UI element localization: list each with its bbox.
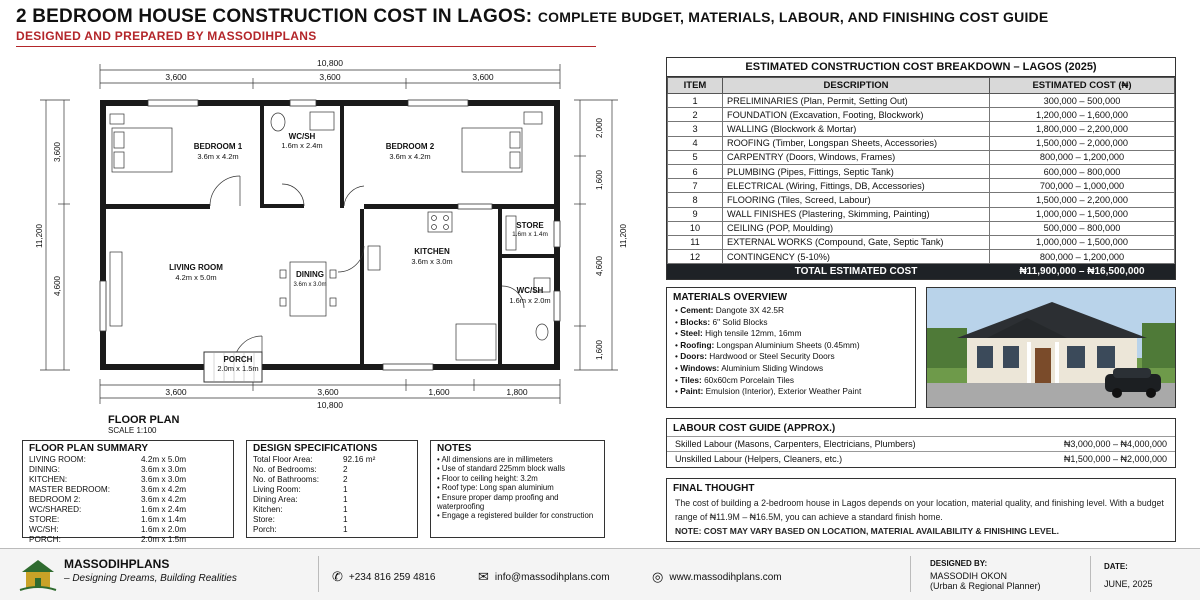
spec-row	[247, 455, 417, 465]
summary-key: STORE:	[29, 515, 60, 524]
cost-description: CARPENTRY (Doors, Windows, Frames)	[723, 150, 990, 164]
summary-value: 3.6m x 4.2m	[141, 485, 187, 494]
website-url: www.massodihplans.com	[669, 571, 782, 583]
phone-icon: ✆	[332, 569, 343, 584]
email-address: info@massodihplans.com	[494, 571, 610, 583]
designer-name: MASSODIH OKON	[930, 571, 1008, 581]
spec-key: No. of Bedrooms:	[253, 465, 317, 474]
cost-row	[668, 122, 1175, 136]
room-living-name: LIVING ROOM	[169, 263, 223, 272]
summary-value: 4.2m x 5.0m	[141, 455, 187, 464]
dim-top-2: 3,600	[319, 72, 341, 82]
cost-row	[668, 150, 1175, 164]
spec-key: Porch:	[253, 525, 277, 534]
cost-value: 1,500,000 – 2,200,000	[990, 193, 1175, 207]
dim-top-3: 3,600	[472, 72, 494, 82]
material-value: 60x60cm Porcelain Tiles	[704, 374, 794, 385]
summary-row	[23, 535, 233, 545]
summary-value: 3.6m x 3.0m	[141, 465, 187, 474]
total-value: ₦11,900,000 – ₦16,500,000	[990, 264, 1175, 279]
summary-value: 1.6m x 1.4m	[141, 515, 187, 524]
room-bedroom2-name: BEDROOM 2	[385, 142, 435, 151]
summary-key: LIVING ROOM:	[29, 455, 86, 464]
room-wcsh2-size: 1.6m x 2.0m	[509, 296, 551, 305]
cost-item: 8	[668, 193, 723, 207]
cost-value: 700,000 – 1,000,000	[990, 179, 1175, 193]
labour-cost: ₦1,500,000 – ₦2,000,000	[1063, 454, 1167, 464]
logo-icon	[18, 556, 58, 592]
cost-item: 9	[668, 207, 723, 221]
date-block	[1104, 562, 1153, 589]
notes-box	[430, 440, 605, 538]
room-kitchen-size: 3.6m x 3.0m	[411, 257, 453, 266]
designer-role: (Urban & Regional Planner)	[930, 581, 1041, 591]
dim-right-2: 1,600	[595, 169, 604, 191]
material-key: Steel:	[680, 328, 703, 339]
floor-plan	[28, 56, 628, 412]
material-item: • Steel: High tensile 12mm, 16mm	[675, 328, 802, 339]
labour-row	[667, 436, 1175, 451]
spec-row	[247, 485, 417, 495]
summary-row	[23, 465, 233, 475]
room-store-name: STORE	[516, 221, 544, 230]
cost-value: 1,000,000 – 1,500,000	[990, 235, 1175, 249]
dim-right-3: 4,600	[595, 255, 604, 277]
footer-website[interactable]	[652, 569, 782, 585]
cost-item: 5	[668, 150, 723, 164]
designed-by-line: DESIGNED AND PREPARED BY MASSODIHPLANS	[16, 29, 317, 43]
note-item: • Ensure proper damp proofing and waterproofing	[437, 493, 598, 512]
summary-row	[23, 525, 233, 535]
room-dining-name: DINING	[296, 270, 324, 279]
room-living-size: 4.2m x 5.0m	[175, 273, 217, 282]
summary-row	[23, 485, 233, 495]
cost-table	[667, 77, 1175, 279]
date-label: DATE:	[1104, 562, 1128, 571]
cost-item: 6	[668, 164, 723, 178]
cost-item: 11	[668, 235, 723, 249]
material-value: High tensile 12mm, 16mm	[705, 328, 802, 339]
cost-description: PRELIMINARIES (Plan, Permit, Setting Out)	[723, 94, 990, 108]
dim-right-total: 11,200	[619, 224, 628, 248]
cost-row	[668, 207, 1175, 221]
note-item: • Use of standard 225mm block walls	[437, 464, 598, 473]
title-underline	[16, 46, 596, 47]
summary-row	[23, 505, 233, 515]
room-bedroom2-size: 3.6m x 4.2m	[389, 152, 431, 161]
dim-top-1: 3,600	[165, 72, 187, 82]
total-label: TOTAL ESTIMATED COST	[723, 264, 990, 279]
summary-row	[23, 495, 233, 505]
material-key: Paint:	[680, 386, 704, 397]
cost-item: 1	[668, 94, 723, 108]
material-item: • Tiles: 60x60cm Porcelain Tiles	[675, 374, 794, 385]
cost-description: ROOFING (Timber, Longspan Sheets, Accessories)	[723, 136, 990, 150]
spec-value: 1	[343, 485, 348, 494]
footer-divider	[910, 556, 911, 592]
summary-row	[23, 515, 233, 525]
spec-value: 1	[343, 505, 348, 514]
cost-value: 600,000 – 800,000	[990, 164, 1175, 178]
spec-key: No. of Bathrooms:	[253, 475, 319, 484]
dim-top-total: 10,800	[317, 58, 343, 68]
spec-key: Kitchen:	[253, 505, 283, 514]
title-sub: COMPLETE BUDGET, MATERIALS, LABOUR, AND FINISHING COST GUIDE	[537, 9, 1049, 25]
spec-value: 1	[343, 495, 348, 504]
cost-value: 300,000 – 500,000	[990, 94, 1175, 108]
phone-number: +234 816 259 4816	[348, 571, 436, 583]
spec-value: 1	[343, 525, 348, 534]
note-item: • Engage a registered builder for construction	[437, 511, 598, 520]
summary-title: FLOOR PLAN SUMMARY	[29, 443, 149, 454]
cost-value: 1,200,000 – 1,600,000	[990, 108, 1175, 122]
labour-cost: ₦3,000,000 – ₦4,000,000	[1063, 439, 1167, 449]
total-row	[668, 264, 1175, 279]
room-porch-name: PORCH	[223, 355, 253, 364]
designed-by-label: DESIGNED BY:	[930, 559, 988, 568]
specs-title: DESIGN SPECIFICATIONS	[253, 443, 378, 454]
page-title	[16, 6, 1048, 28]
labour-type: Unskilled Labour (Helpers, Cleaners, etc.)	[675, 454, 843, 464]
cost-title: ESTIMATED CONSTRUCTION COST BREAKDOWN – LAGOS (2025)	[667, 58, 1175, 77]
cost-item: 3	[668, 122, 723, 136]
summary-key: BEDROOM 2:	[29, 495, 81, 504]
notes-title: NOTES	[437, 443, 472, 454]
spec-row	[247, 525, 417, 535]
dim-right-1: 2,000	[595, 117, 604, 139]
spec-row	[247, 475, 417, 485]
date-value: JUNE, 2025	[1104, 579, 1153, 589]
cost-item: 4	[668, 136, 723, 150]
note-item: • All dimensions are in millimeters	[437, 455, 598, 464]
room-porch-size: 2.0m x 1.5m	[217, 364, 259, 373]
mail-icon: ✉	[478, 569, 489, 584]
material-key: Roofing:	[680, 339, 715, 350]
material-item: • Doors: Hardwood or Steel Security Doors	[675, 351, 835, 362]
labour-type: Skilled Labour (Masons, Carpenters, Electricians, Plumbers)	[675, 439, 916, 449]
final-title: FINAL THOUGHT	[673, 483, 755, 494]
labour-row	[667, 451, 1175, 466]
material-key: Tiles:	[680, 374, 702, 385]
floor-plan-summary	[22, 440, 234, 544]
dim-bottom-2: 3,600	[317, 387, 339, 397]
spec-key: Living Room:	[253, 485, 301, 494]
footer-email[interactable]	[478, 569, 610, 585]
cost-description: EXTERNAL WORKS (Compound, Gate, Septic Tank)	[723, 235, 990, 249]
material-value: 6" Solid Blocks	[712, 316, 768, 327]
material-item: • Cement: Dangote 3X 42.5R	[675, 305, 785, 315]
spec-key: Store:	[253, 515, 275, 524]
cost-description: FLOORING (Tiles, Screed, Labour)	[723, 193, 990, 207]
summary-key: PORCH:	[29, 535, 61, 544]
spec-row	[247, 495, 417, 505]
cost-description: WALLING (Blockwork & Mortar)	[723, 122, 990, 136]
summary-key: WC/SH:	[29, 525, 59, 534]
cost-value: 800,000 – 1,200,000	[990, 150, 1175, 164]
cost-value: 1,800,000 – 2,200,000	[990, 122, 1175, 136]
summary-key: DINING:	[29, 465, 60, 474]
spec-value: 92.16 m²	[343, 455, 376, 464]
dim-bottom-4: 1,800	[506, 387, 528, 397]
summary-value: 3.6m x 4.2m	[141, 495, 187, 504]
material-key: Cement:	[680, 305, 714, 315]
design-specifications	[246, 440, 418, 538]
material-item: • Paint: Emulsion (Interior), Exterior Weather Paint	[675, 386, 862, 397]
material-key: Doors:	[680, 351, 707, 362]
materials-overview	[666, 287, 916, 408]
summary-key: KITCHEN:	[29, 475, 68, 484]
room-bedroom1-size: 3.6m x 4.2m	[197, 152, 239, 161]
final-text: The cost of building a 2-bedroom house in Lagos depends on your location, material quality, and finishing level. With a budget range of ₦11.9M – ₦16.5M, you can achieve a standard finish home.	[675, 498, 1164, 522]
cost-row	[668, 250, 1175, 264]
summary-key: MASTER BEDROOM:	[29, 485, 110, 494]
designed-by-block	[930, 559, 1041, 591]
spec-value: 2	[343, 465, 348, 474]
spec-value: 2	[343, 475, 348, 484]
cost-description: CEILING (POP, Moulding)	[723, 221, 990, 235]
cost-item: 12	[668, 250, 723, 264]
spec-key: Dining Area:	[253, 495, 298, 504]
floor-plan-scale: SCALE 1:100	[108, 426, 157, 435]
cost-value: 800,000 – 1,200,000	[990, 250, 1175, 264]
material-value: Emulsion (Interior), Exterior Weather Paint	[705, 386, 862, 397]
material-item: • Blocks: 6" Solid Blocks	[675, 316, 768, 327]
dim-bottom-3: 1,600	[428, 387, 450, 397]
material-key: Blocks:	[680, 316, 711, 327]
spec-value: 1	[343, 515, 348, 524]
cost-description: PLUMBING (Pipes, Fittings, Septic Tank)	[723, 164, 990, 178]
cost-row	[668, 108, 1175, 122]
note-item: • Floor to ceiling height: 3.2m	[437, 474, 598, 483]
summary-value: 1.6m x 2.4m	[141, 505, 187, 514]
summary-key: WC/SHARED:	[29, 505, 82, 514]
room-store-size: 1.6m x 1.4m	[512, 231, 548, 238]
dim-right-4: 1,600	[595, 339, 604, 361]
summary-row	[23, 455, 233, 465]
cost-item: 2	[668, 108, 723, 122]
dim-bottom-1: 3,600	[165, 387, 187, 397]
cost-row	[668, 221, 1175, 235]
col-item: ITEM	[668, 78, 723, 94]
cost-value: 500,000 – 800,000	[990, 221, 1175, 235]
cost-row	[668, 179, 1175, 193]
spec-row	[247, 505, 417, 515]
final-thought	[666, 478, 1176, 542]
material-value: Longspan Aluminium Sheets (0.45mm)	[716, 339, 860, 350]
material-value: Aluminium Sliding Windows	[721, 362, 824, 373]
cost-row	[668, 235, 1175, 249]
room-wcsh2-name: WC/SH	[516, 286, 544, 295]
room-bedroom1-name: BEDROOM 1	[193, 142, 243, 151]
note-item: • Roof type: Long span aluminium	[437, 483, 598, 492]
house-rendering-image	[926, 287, 1176, 408]
footer-divider	[1090, 556, 1091, 592]
room-dining-size: 3.6m x 3.0m	[293, 282, 327, 288]
footer-phone[interactable]	[332, 569, 435, 585]
cost-description: ELECTRICAL (Wiring, Fittings, DB, Accessories)	[723, 179, 990, 193]
dim-left-total: 11,200	[35, 224, 44, 248]
footer-brand: MASSODIHPLANS	[64, 557, 170, 571]
materials-title: MATERIALS OVERVIEW	[673, 292, 788, 303]
material-item: • Windows: Aluminium Sliding Windows	[675, 362, 824, 373]
title-main: 2 BEDROOM HOUSE CONSTRUCTION COST IN LAGOS:	[16, 6, 533, 27]
cost-description: FOUNDATION (Excavation, Footing, Blockwork)	[723, 108, 990, 122]
cost-row	[668, 94, 1175, 108]
summary-value: 2.0m x 1.5m	[141, 535, 187, 544]
final-note: NOTE: COST MAY VARY BASED ON LOCATION, MATERIAL AVAILABILITY & FINISHING LEVEL.	[675, 526, 1059, 536]
room-wcsh1-name: WC/SH	[288, 132, 316, 141]
footer-divider	[318, 556, 319, 592]
cost-value: 1,500,000 – 2,000,000	[990, 136, 1175, 150]
cost-breakdown	[666, 57, 1176, 280]
cost-item: 7	[668, 179, 723, 193]
floor-plan-label: FLOOR PLAN	[108, 414, 180, 426]
material-value: Hardwood or Steel Security Doors	[709, 351, 835, 362]
material-item: • Roofing: Longspan Aluminium Sheets (0.45mm)	[675, 339, 860, 350]
spec-key: Total Floor Area:	[253, 455, 313, 464]
room-kitchen-name: KITCHEN	[414, 247, 450, 256]
cost-row	[668, 164, 1175, 178]
globe-icon: ◎	[652, 569, 664, 584]
dim-bottom-total: 10,800	[317, 400, 343, 410]
cost-description: CONTINGENCY (5-10%)	[723, 250, 990, 264]
col-cost: ESTIMATED COST (₦)	[990, 78, 1175, 94]
spec-row	[247, 515, 417, 525]
summary-row	[23, 475, 233, 485]
cost-row	[668, 136, 1175, 150]
labour-cost-guide	[666, 418, 1176, 468]
dim-left-1: 3,600	[53, 141, 62, 163]
spec-row	[247, 465, 417, 475]
cost-row	[668, 193, 1175, 207]
col-description: DESCRIPTION	[723, 78, 990, 94]
cost-item: 10	[668, 221, 723, 235]
dim-left-2: 4,600	[53, 275, 62, 297]
cost-value: 1,000,000 – 1,500,000	[990, 207, 1175, 221]
summary-value: 3.6m x 3.0m	[141, 475, 187, 484]
footer-tagline: – Designing Dreams, Building Realities	[64, 573, 237, 584]
room-wcsh1-size: 1.6m x 2.4m	[281, 141, 323, 150]
summary-value: 1.6m x 2.0m	[141, 525, 187, 534]
material-key: Windows:	[680, 362, 720, 373]
cost-description: WALL FINISHES (Plastering, Skimming, Painting)	[723, 207, 990, 221]
material-value: Dangote 3X 42.5R	[715, 305, 785, 315]
labour-title: LABOUR COST GUIDE (APPROX.)	[673, 423, 836, 434]
